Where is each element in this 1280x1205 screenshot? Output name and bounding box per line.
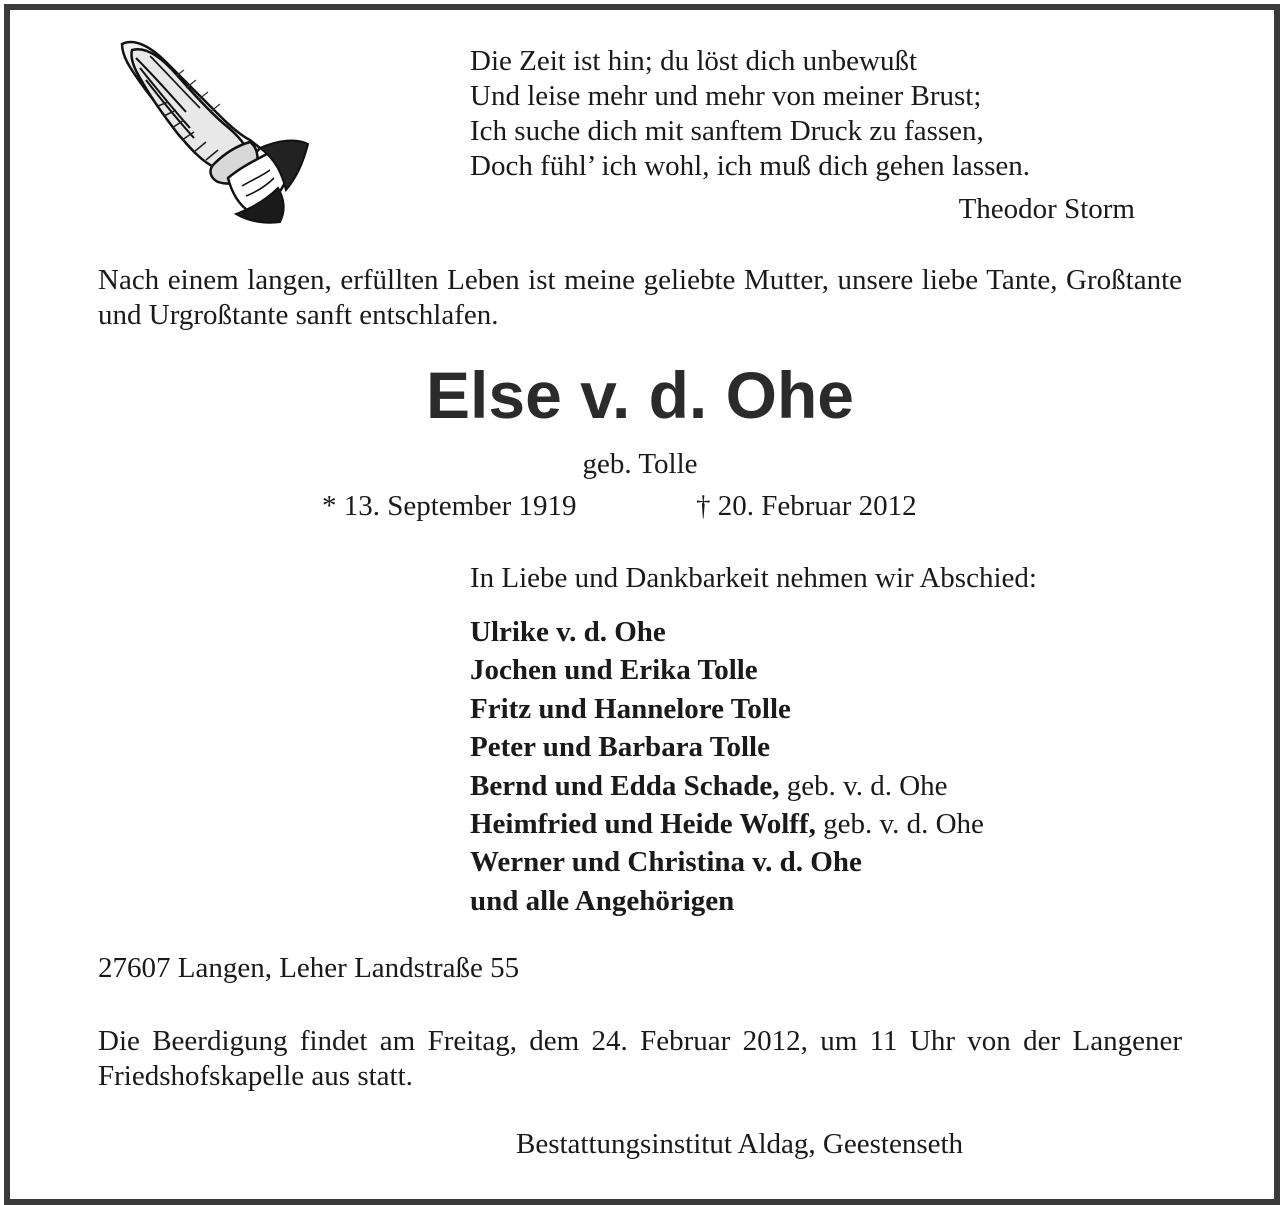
funeral-text: Die Beerdigung findet am Freitag, dem 24. Februar 2012, um 11 Uhr von der Langener Friedshofskapelle aus statt. — [98, 1025, 1182, 1092]
poem-line: Die Zeit ist hin; du löst dich unbewußt — [470, 45, 918, 77]
mourners-list — [470, 613, 984, 920]
mourner-name: Jochen und Erika Tolle — [470, 654, 758, 687]
maiden-name: geb. Tolle — [582, 448, 698, 480]
intro-text: Nach einem langen, erfüllten Leben ist meine geliebte Mutter, unsere liebe Tante, Großtante und Urgroßtante sanft entschlafen. — [98, 264, 1182, 331]
mourner-name: Ulrike v. d. Ohe — [470, 616, 666, 648]
praying-hands-icon — [110, 36, 315, 226]
mourner-name: und alle Angehörigen — [470, 884, 735, 917]
deceased-name: Else v. d. Ohe — [426, 358, 854, 432]
mourner-item — [470, 843, 984, 881]
mourner-item — [470, 882, 984, 920]
mourner-name: Heimfried und Heide Wolff, — [470, 808, 816, 841]
mourner-name: Fritz und Hannelore Tolle — [470, 692, 791, 725]
mourner-name: Peter und Barbara Tolle — [470, 731, 770, 764]
poem-line: Ich suche dich mit sanftem Druck zu fassen, — [470, 115, 984, 147]
mourner-item — [470, 805, 984, 843]
poem-line: Und leise mehr und mehr von meiner Brust; — [470, 80, 982, 112]
mourner-item — [470, 728, 984, 766]
mourner-name: Bernd und Edda Schade, — [470, 769, 780, 802]
mourner-note: geb. v. d. Ohe — [815, 808, 984, 841]
birth-date: * 13. September 1919 — [322, 490, 577, 522]
address: 27607 Langen, Leher Landstraße 55 — [98, 952, 520, 984]
mourner-item — [470, 613, 984, 651]
farewell-text: In Liebe und Dankbarkeit nehmen wir Abschied: — [470, 562, 1037, 594]
poem — [470, 44, 1030, 184]
poem-author: Theodor Storm — [958, 193, 1135, 225]
mourner-item — [470, 651, 984, 689]
poem-line: Doch fühl’ ich wohl, ich muß dich gehen lassen. — [470, 150, 1030, 182]
undertaker: Bestattungsinstitut Aldag, Geestenseth — [516, 1128, 964, 1160]
mourner-item — [470, 767, 984, 805]
mourner-name: Werner und Christina v. d. Ohe — [470, 846, 862, 879]
death-date: † 20. Februar 2012 — [696, 490, 917, 522]
mourner-item — [470, 690, 984, 728]
mourner-note: geb. v. d. Ohe — [779, 769, 948, 802]
